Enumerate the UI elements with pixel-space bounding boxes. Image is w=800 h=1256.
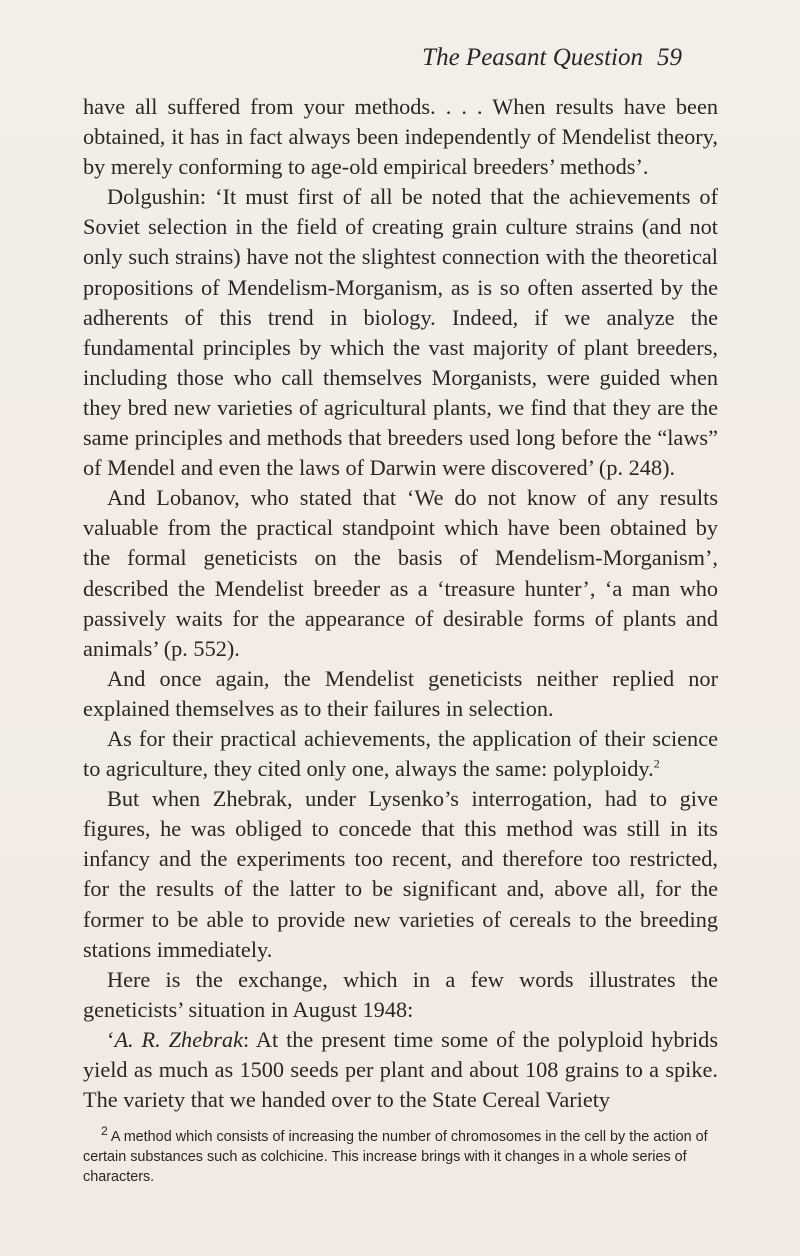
paragraph-5: As for their practical achievements, the application of their science to agriculture, they cited only one, always the same: polyploidy.$^2$ — [83, 725, 718, 782]
paragraph-6: But when Zhebrak, under Lysenko’s interrogation, had to give figures, he was obliged to concede that this method was still in its infancy and the experiments too recent, and therefore too restricted, for the results of the latter to be significant and, above all, for the former to be able to provide new varieties of cereals to the breeding stations immediately. — [83, 786, 718, 962]
paragraph-7: Here is the exchange, which in a few words illustrates the geneticists’ situation in August 1948: — [83, 966, 718, 1022]
footnote — [83, 1124, 723, 1187]
footnote-text: A method which consists of increasing the number of chromosomes in the cell by the action of certain substances such as colchicine. This increase brings with it changes in a whole series of characters. — [83, 1129, 708, 1185]
footnote-marker: 2 — [101, 1124, 108, 1139]
paragraph-1: have all suffered from your methods. . . . When results have been obtained, it has in fact always been independently of Mendelist theory, by merely conforming to age-old empirical breeders’ methods’. — [83, 94, 718, 180]
speaker-name: A. R. Zhebrak — [114, 1026, 243, 1052]
footnote-ref[interactable]: 2 — [653, 756, 660, 771]
running-header — [422, 44, 682, 72]
paragraph-2: Dolgushin: ‘It must first of all be noted that the achievements of Soviet selection in the field of creating grain culture strains (and not only such strains) have not the slightest connection with the theoretical propositions of Mendelism-Morganism, as is so often asserted by the adherents of this trend in biology. Indeed, if we analyze the fundamental principles by which the vast majority of plant breeders, including those who call themselves Morganists, were guided when they bred new varieties of agricultural plants, we find that they are the same principles and methods that breeders used long before the “laws” of Mendel and even the laws of Darwin were discovered’ (p. 248). — [83, 184, 718, 481]
page-number: 59 — [657, 44, 682, 71]
exchange-quote: ‘A. R. Zhebrak: At the present time some of the polyploid hybrids yield as much as 1500 seeds per plant and about 108 grains to a spike. The variety that we handed over to the State Cereal Variety — [83, 1026, 718, 1113]
running-title: The Peasant Question — [422, 44, 643, 71]
paragraph-4: And once again, the Mendelist geneticists neither replied nor explained themselves as to their failures in selection. — [83, 665, 718, 721]
main-text — [83, 92, 718, 1115]
paragraph-3: And Lobanov, who stated that ‘We do not know of any results valuable from the practical standpoint which have been obtained by the formal geneticists on the basis of Mendelism-Morganism’, described the Mendelist breeder as a ‘treasure hunter’, ‘a man who passively waits for the appearance of desirable forms of plants and animals’ (p. 552). — [83, 485, 718, 661]
